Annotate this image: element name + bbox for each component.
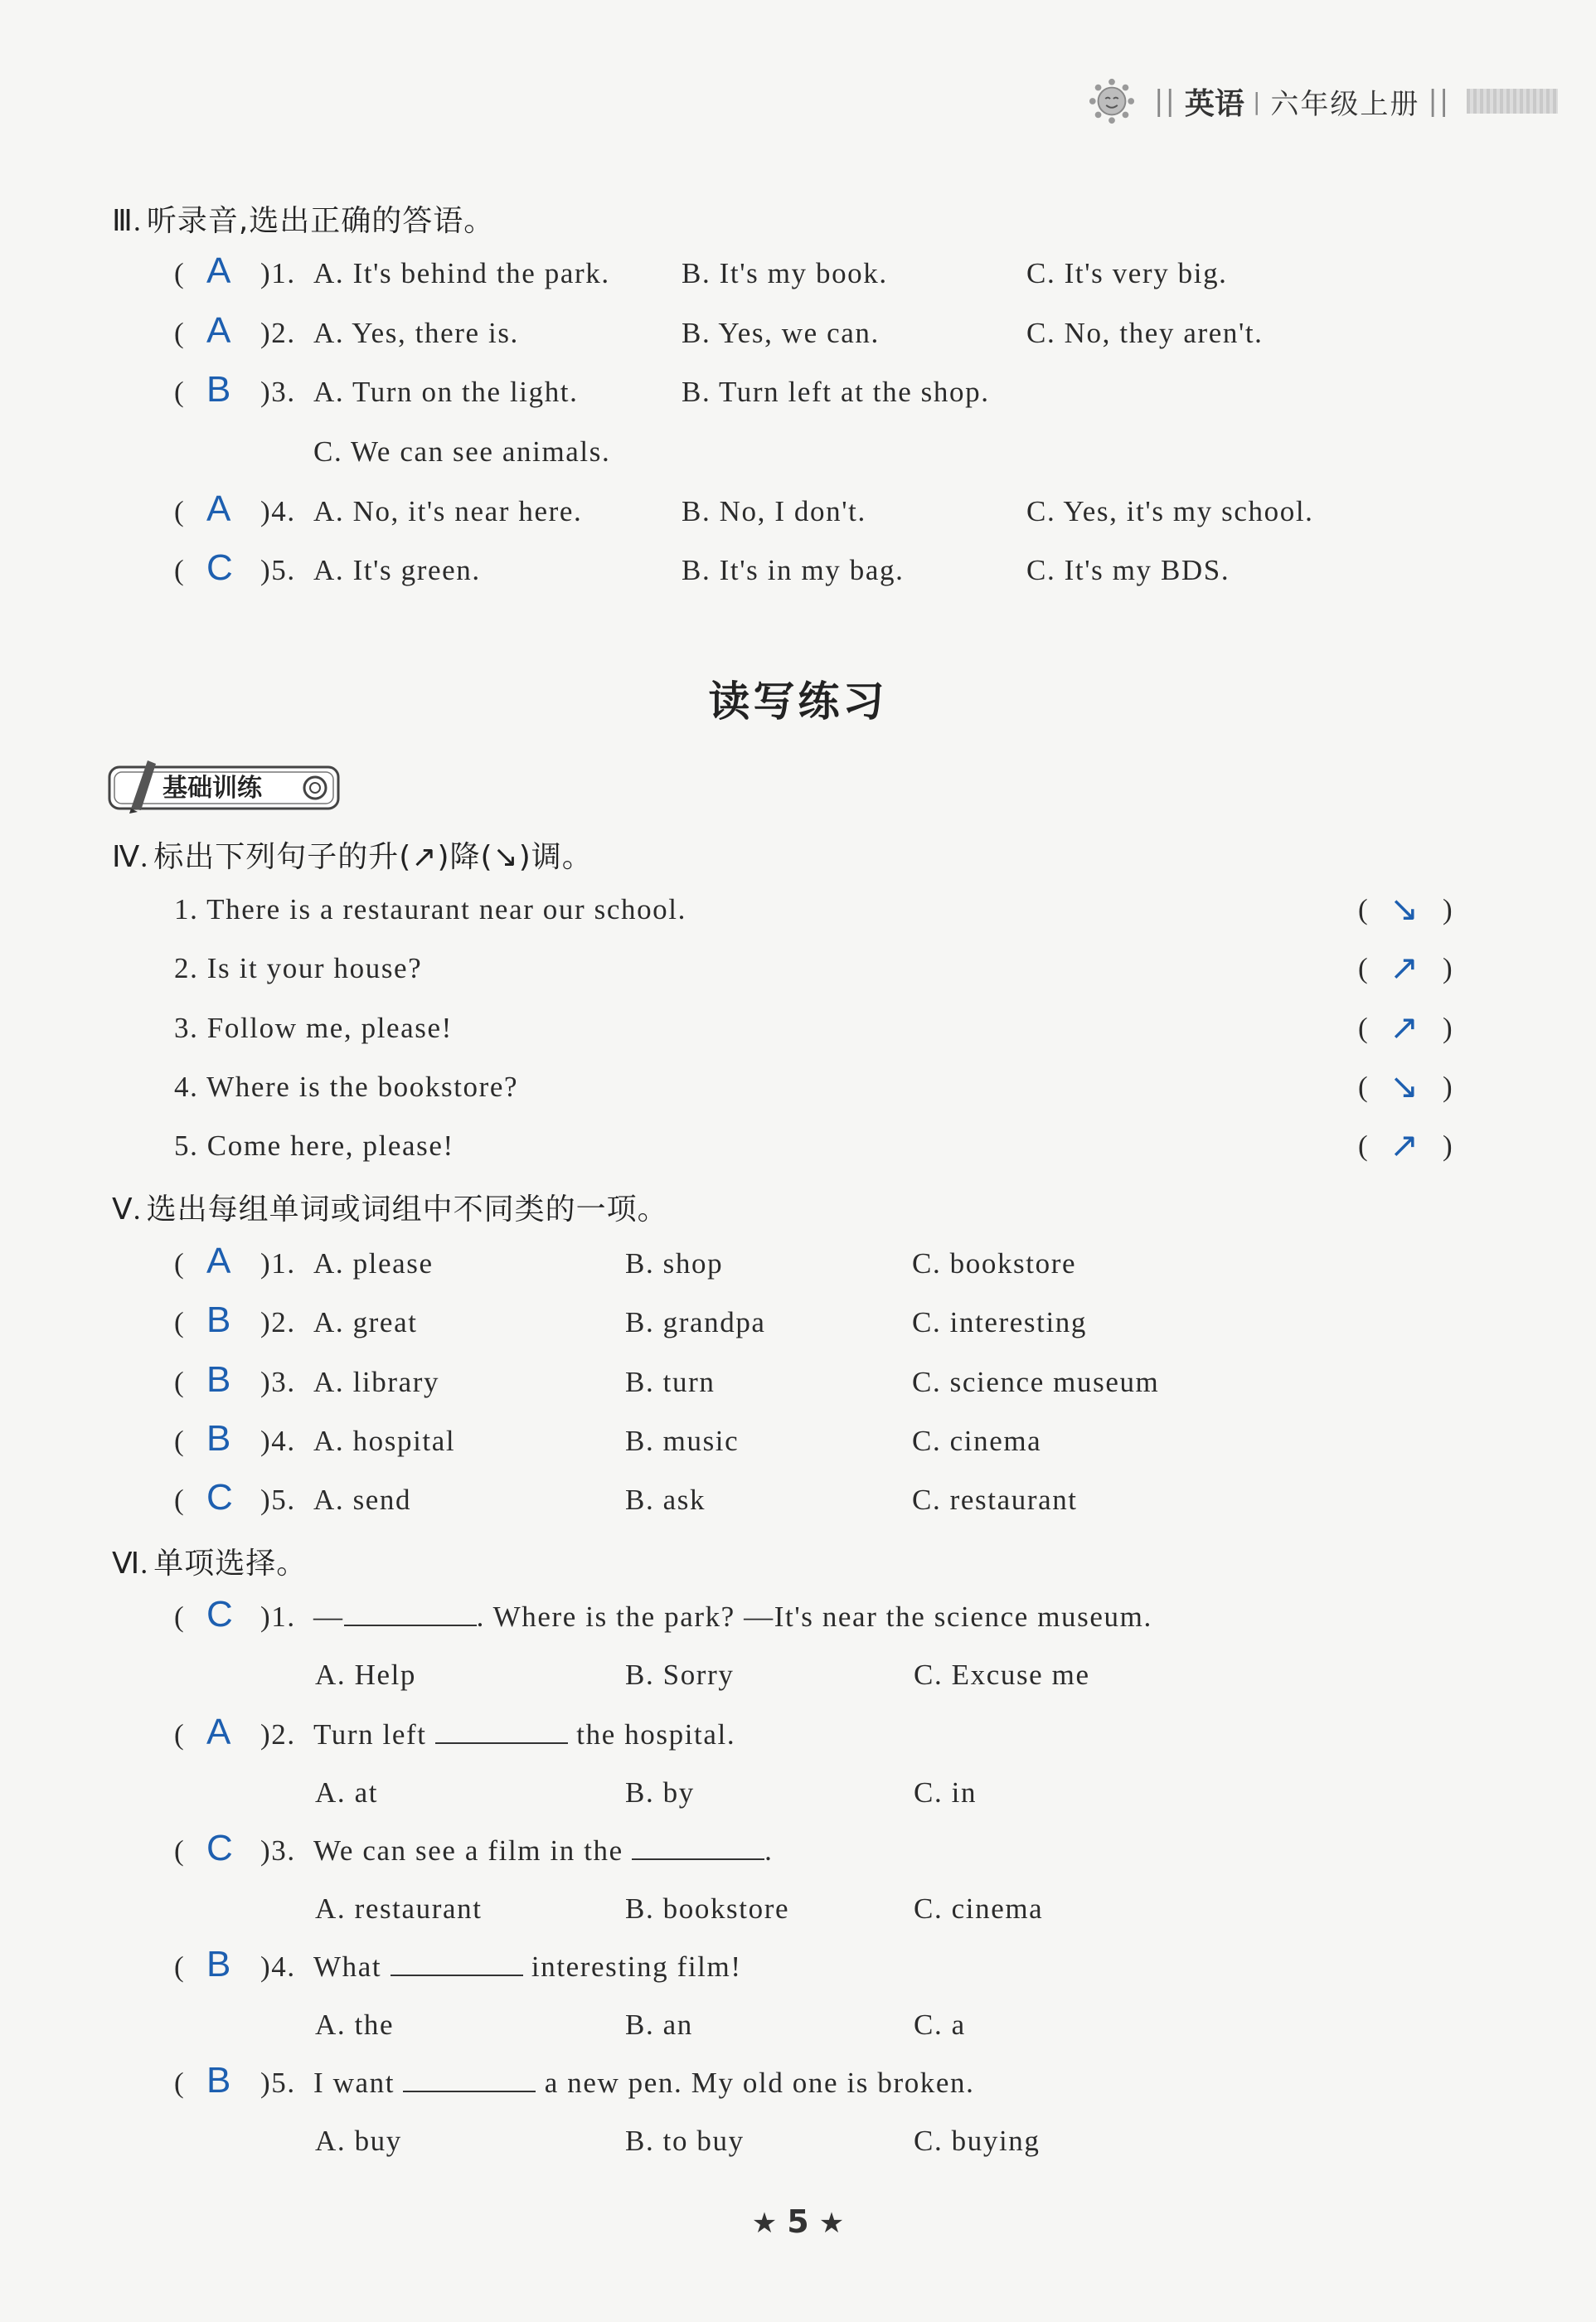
basic-training-badge xyxy=(106,759,342,815)
question-number: )1. xyxy=(260,1247,296,1280)
answer-letter: B xyxy=(206,1359,231,1400)
answer-paren-open: ( xyxy=(174,1718,184,1751)
intonation-answer: ↘ xyxy=(1390,888,1419,929)
answer-letter: C xyxy=(206,547,233,588)
answer-paren-open: ( xyxy=(174,376,184,408)
answer-paren-close: ) xyxy=(1443,893,1453,925)
question-number: )1. xyxy=(260,257,296,289)
section-4-number: Ⅳ. xyxy=(112,840,149,873)
option-b: B. No, I don't. xyxy=(682,495,866,527)
intonation-answer: ↗ xyxy=(1390,1007,1419,1047)
option-b: B. by xyxy=(625,1776,695,1809)
answer-paren-open: ( xyxy=(174,1366,184,1398)
section-4-heading xyxy=(112,833,593,876)
stem-before-blank: — xyxy=(313,1601,344,1633)
header-divider: || xyxy=(1428,85,1451,118)
option-b: B. an xyxy=(625,2009,693,2041)
header-divider: | xyxy=(1252,87,1263,115)
answer-paren-open: ( xyxy=(174,1425,184,1457)
answer-paren-open: ( xyxy=(174,495,184,527)
option-b: B. music xyxy=(625,1425,740,1457)
question-stem xyxy=(313,1834,773,1868)
sentence: 2. Is it your house? xyxy=(174,952,423,984)
option-c: C. Yes, it's my school. xyxy=(1026,495,1314,527)
answer-letter: B xyxy=(206,1418,231,1459)
option-b: B. to buy xyxy=(625,2125,745,2157)
sentence: 4. Where is the bookstore? xyxy=(174,1071,519,1103)
page-number: 5 xyxy=(787,2203,809,2240)
star-icon: ★ xyxy=(751,2207,778,2240)
question-number: )5. xyxy=(260,1484,296,1516)
option-a: A. Help xyxy=(315,1659,417,1691)
option-c: C. It's my BDS. xyxy=(1026,554,1230,586)
section-4-title: 标出下列句子的升(↗)降(↘)调。 xyxy=(153,840,593,874)
answer-letter: A xyxy=(206,310,231,351)
sentence: 5. Come here, please! xyxy=(174,1129,454,1162)
intonation-answer: ↗ xyxy=(1390,947,1419,988)
section-6-heading xyxy=(112,1540,307,1582)
section-6-number: Ⅵ. xyxy=(112,1547,149,1580)
question-number: )5. xyxy=(260,554,296,586)
question-stem xyxy=(313,1601,1152,1634)
answer-letter: A xyxy=(206,250,231,291)
answer-letter: A xyxy=(206,488,231,529)
option-b: B. It's my book. xyxy=(682,257,888,289)
question-number: )3. xyxy=(260,376,296,408)
section-6-title: 单项选择。 xyxy=(153,1547,308,1581)
stem-after-blank: the hospital. xyxy=(567,1718,736,1751)
answer-paren-open: ( xyxy=(1358,1071,1368,1103)
header-grade: 六年级上册 xyxy=(1270,87,1420,121)
answer-letter: C xyxy=(206,1828,233,1868)
option-a: A. great xyxy=(313,1306,418,1338)
answer-paren-open: ( xyxy=(1358,893,1368,925)
option-c: C. science museum xyxy=(912,1366,1160,1398)
header-subject: 英语 xyxy=(1184,86,1244,121)
option-c: C. a xyxy=(914,2009,966,2041)
option-b: B. Yes, we can. xyxy=(682,317,880,349)
header-divider: || xyxy=(1154,85,1176,118)
section-3-title: 听录音,选出正确的答语。 xyxy=(146,204,495,238)
answer-letter: B xyxy=(206,2060,231,2101)
option-a: A. the xyxy=(315,2009,395,2041)
option-c: C. No, they aren't. xyxy=(1026,317,1264,349)
answer-paren-open: ( xyxy=(174,257,184,289)
answer-paren-open: ( xyxy=(1358,1012,1368,1044)
question-stem xyxy=(313,1950,742,1984)
question-number: )3. xyxy=(260,1366,296,1398)
stem-after-blank: interesting film! xyxy=(522,1950,742,1983)
badge-label: 基础训练 xyxy=(163,774,262,803)
stem-before-blank: Turn left xyxy=(313,1718,435,1751)
option-b: B. Turn left at the shop. xyxy=(682,376,990,408)
page-header xyxy=(1088,76,1558,126)
option-b: B. shop xyxy=(625,1247,724,1280)
answer-letter: C xyxy=(206,1477,233,1518)
option-b: B. It's in my bag. xyxy=(682,554,905,586)
section-5-title: 选出每组单词或词组中不同类的一项。 xyxy=(146,1193,668,1227)
option-b: B. ask xyxy=(625,1484,706,1516)
page-footer xyxy=(0,2203,1596,2240)
answer-letter: B xyxy=(206,1299,231,1340)
option-a: A. It's green. xyxy=(313,554,481,586)
section-5-number: Ⅴ. xyxy=(112,1193,142,1226)
answer-letter: B xyxy=(206,1944,231,1984)
sentence: 1. There is a restaurant near our school. xyxy=(174,893,686,925)
option-a: A. Yes, there is. xyxy=(313,317,519,349)
answer-paren-open: ( xyxy=(174,317,184,349)
answer-paren-open: ( xyxy=(174,1601,184,1633)
answer-paren-open: ( xyxy=(174,2067,184,2099)
option-a: A. It's behind the park. xyxy=(313,257,610,289)
option-c: C. bookstore xyxy=(912,1247,1077,1280)
answer-blank xyxy=(391,1953,523,1976)
option-a: A. at xyxy=(315,1776,379,1809)
answer-paren-open: ( xyxy=(1358,952,1368,984)
option-c: C. cinema xyxy=(912,1425,1042,1457)
answer-paren-open: ( xyxy=(1358,1129,1368,1162)
stem-before-blank: We can see a film in the xyxy=(313,1834,633,1867)
header-decor-bar xyxy=(1467,89,1558,114)
sun-icon xyxy=(1088,77,1136,125)
option-b: B. bookstore xyxy=(625,1892,790,1925)
answer-blank xyxy=(435,1721,568,1744)
question-number: )4. xyxy=(260,1425,296,1457)
sentence: 3. Follow me, please! xyxy=(174,1012,453,1044)
question-stem xyxy=(313,2067,974,2100)
answer-paren-open: ( xyxy=(174,1306,184,1338)
option-c: C. in xyxy=(914,1776,977,1809)
stem-before-blank: I want xyxy=(313,2067,404,2099)
intonation-answer: ↘ xyxy=(1390,1066,1419,1106)
answer-paren-open: ( xyxy=(174,1247,184,1280)
answer-paren-open: ( xyxy=(174,1834,184,1867)
answer-letter: A xyxy=(206,1712,231,1752)
option-c: C. restaurant xyxy=(912,1484,1078,1516)
option-a: A. please xyxy=(313,1247,434,1280)
question-number: )4. xyxy=(260,495,296,527)
question-number: )2. xyxy=(260,1718,296,1751)
option-c: C. It's very big. xyxy=(1026,257,1228,289)
answer-paren-open: ( xyxy=(174,1484,184,1516)
option-b: B. turn xyxy=(625,1366,716,1398)
section-3-number: Ⅲ. xyxy=(112,204,142,237)
option-c: C. We can see animals. xyxy=(313,435,611,468)
section-3-heading xyxy=(112,197,494,240)
option-a: A. No, it's near here. xyxy=(313,495,583,527)
option-a: A. send xyxy=(313,1484,412,1516)
answer-paren-close: ) xyxy=(1443,1012,1453,1044)
intonation-answer: ↗ xyxy=(1390,1125,1419,1165)
option-c: C. buying xyxy=(914,2125,1041,2157)
question-number: )2. xyxy=(260,1306,296,1338)
question-stem xyxy=(313,1718,735,1751)
star-icon: ★ xyxy=(818,2207,845,2240)
question-number: )3. xyxy=(260,1834,296,1867)
answer-paren-close: ) xyxy=(1443,1129,1453,1162)
reading-writing-title: 读写练习 xyxy=(708,678,888,726)
answer-paren-close: ) xyxy=(1443,1071,1453,1103)
answer-letter: A xyxy=(206,1241,231,1281)
stem-before-blank: What xyxy=(313,1950,391,1983)
option-a: A. restaurant xyxy=(315,1892,483,1925)
option-b: B. Sorry xyxy=(625,1659,735,1691)
option-c: C. interesting xyxy=(912,1306,1087,1338)
answer-blank xyxy=(344,1603,477,1626)
answer-blank xyxy=(632,1837,764,1860)
answer-paren-open: ( xyxy=(174,554,184,586)
stem-after-blank: . Where is the park? —It's near the science museum. xyxy=(476,1601,1152,1633)
option-c: C. Excuse me xyxy=(914,1659,1090,1691)
answer-letter: C xyxy=(206,1594,233,1635)
answer-blank xyxy=(403,2069,536,2092)
stem-after-blank: . xyxy=(764,1834,774,1867)
option-a: A. hospital xyxy=(313,1425,456,1457)
option-b: B. grandpa xyxy=(625,1306,766,1338)
option-a: A. library xyxy=(313,1366,440,1398)
question-number: )1. xyxy=(260,1601,296,1633)
question-number: )4. xyxy=(260,1950,296,1983)
option-a: A. buy xyxy=(315,2125,402,2157)
question-number: )5. xyxy=(260,2067,296,2099)
answer-paren-open: ( xyxy=(174,1950,184,1983)
question-number: )2. xyxy=(260,317,296,349)
stem-after-blank: a new pen. My old one is broken. xyxy=(536,2067,975,2099)
option-a: A. Turn on the light. xyxy=(313,376,579,408)
section-5-heading xyxy=(112,1186,668,1228)
answer-letter: B xyxy=(206,369,231,410)
answer-paren-close: ) xyxy=(1443,952,1453,984)
option-c: C. cinema xyxy=(914,1892,1044,1925)
